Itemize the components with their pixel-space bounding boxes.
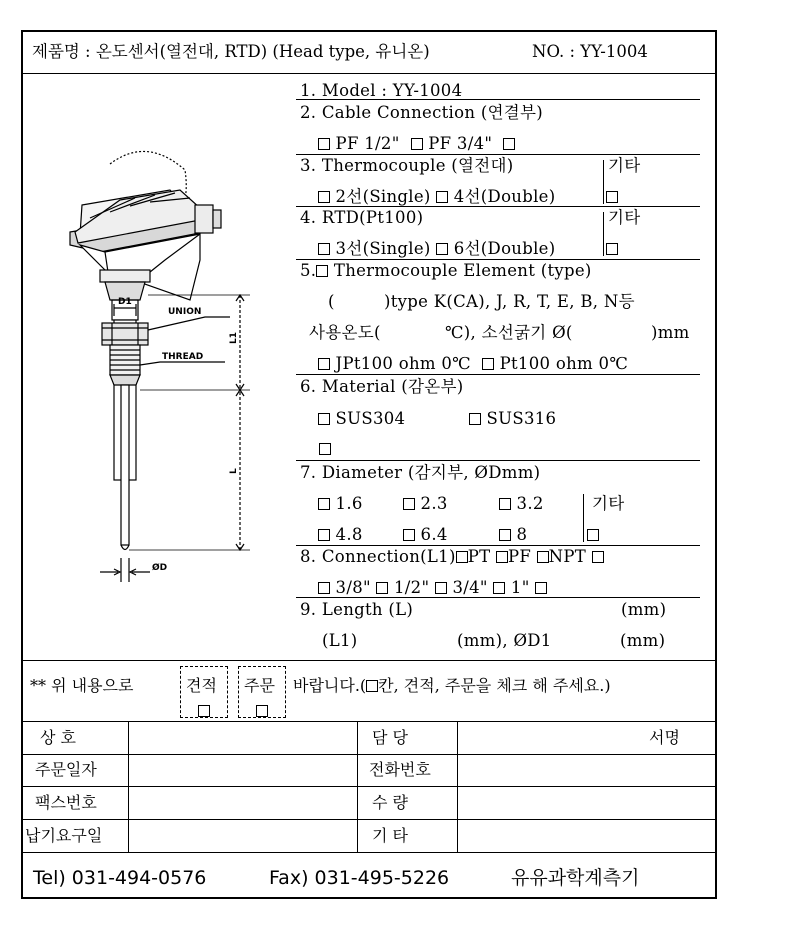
spec-element-title: 5. Thermocouple Element (type): [300, 261, 592, 280]
rtd-6wire-checkbox[interactable]: [436, 243, 448, 255]
diameter-row2-c: 8: [499, 526, 527, 544]
phone-field[interactable]: [459, 756, 715, 785]
spec-tc-title: 3. Thermocouple (열전대): [300, 156, 514, 175]
size-34-checkbox[interactable]: [435, 582, 447, 594]
rtd-other-bar: [603, 212, 604, 256]
spec-model: 1. Model : YY-1004: [300, 81, 463, 100]
header-divider: [21, 73, 717, 74]
request-divider: [21, 660, 717, 661]
size-12-checkbox[interactable]: [376, 582, 388, 594]
sus304-checkbox[interactable]: [318, 413, 330, 425]
label-etc: 기 타: [372, 826, 408, 845]
request-prefix: ** 위 내용으로: [30, 676, 134, 695]
cable-other-checkbox[interactable]: [503, 138, 515, 150]
spec-divider: [296, 460, 700, 461]
spec-rtd-title: 4. RTD(Pt100): [300, 208, 424, 227]
spec-divider: [296, 154, 700, 155]
table-line: [21, 852, 717, 853]
material-other-checkbox[interactable]: [319, 443, 331, 455]
element-type-b: )type K(CA), J, R, T, E, B, N등: [384, 292, 635, 311]
diameter-other-label: 기타: [592, 494, 625, 513]
spec-divider: [296, 374, 700, 375]
sus316-checkbox[interactable]: [469, 413, 481, 425]
conn-pt-checkbox[interactable]: [456, 551, 468, 563]
tc-other-label: 기타: [608, 156, 641, 175]
sensor-diagram: [40, 140, 270, 590]
conn-other-checkbox[interactable]: [592, 551, 604, 563]
size-1-checkbox[interactable]: [493, 582, 505, 594]
spec-divider: [296, 99, 700, 100]
material-opt2: SUS316: [469, 410, 556, 428]
quote-label: 견적: [186, 676, 217, 695]
table-line: [21, 786, 717, 787]
l-label: L: [229, 468, 239, 474]
thread-label: THREAD: [162, 352, 204, 362]
spec-length-title: 9. Length (L): [300, 600, 414, 619]
label-phone: 전화번호: [369, 760, 431, 779]
conn-npt-checkbox[interactable]: [537, 551, 549, 563]
order-date-field[interactable]: [130, 756, 356, 785]
footer-tel: Tel) 031-494-0576: [33, 867, 207, 889]
model-number: NO. : YY-1004: [532, 42, 648, 61]
due-date-field[interactable]: [130, 821, 356, 851]
diameter-row2-b: 6.4: [403, 526, 448, 544]
order-label: 주문: [244, 676, 275, 695]
label-due-date: 납기요구일: [25, 826, 103, 845]
material-opt1: SUS304: [318, 410, 405, 428]
etc-field[interactable]: [459, 821, 715, 851]
union-label: UNION: [168, 307, 202, 317]
rtd-options: 3선(Single) 6선(Double): [318, 240, 555, 258]
cable-pf12-checkbox[interactable]: [318, 138, 330, 150]
label-signature: 서명: [649, 728, 680, 747]
company-field[interactable]: [130, 723, 356, 753]
length-l1: (L1): [322, 631, 358, 650]
diameter-row2-a: 4.8: [318, 526, 363, 544]
rtd-other-label: 기타: [608, 208, 641, 227]
diameter-4.8-checkbox[interactable]: [318, 529, 330, 541]
quantity-field[interactable]: [459, 788, 715, 818]
spec-cable-options: PF 1/2" PF 3/4": [318, 135, 515, 153]
diameter-3.2-checkbox[interactable]: [499, 498, 511, 510]
tc-2wire-checkbox[interactable]: [318, 191, 330, 203]
fax-field[interactable]: [130, 788, 356, 818]
spec-divider: [296, 597, 700, 598]
jpt100-checkbox[interactable]: [318, 358, 330, 370]
length-unit: (mm): [621, 600, 667, 619]
l1-label: L1: [229, 332, 239, 344]
diameter-row1-c: 3.2: [499, 495, 544, 513]
label-fax: 팩스번호: [35, 793, 97, 812]
element-rtd-options: JPt100 ohm 0℃ Pt100 ohm 0℃: [318, 355, 628, 373]
element-temp-a: 사용온도(: [309, 323, 381, 342]
footer-company: 유유과학계측기: [511, 867, 640, 889]
tc-4wire-checkbox[interactable]: [436, 191, 448, 203]
table-col: [357, 721, 358, 852]
label-company: 상 호: [40, 728, 76, 747]
element-type-a: (: [328, 292, 335, 311]
spec-divider: [296, 206, 700, 207]
diameter-other-checkbox[interactable]: [587, 529, 599, 541]
tc-other-checkbox[interactable]: [606, 191, 618, 203]
spec-divider: [296, 259, 700, 260]
rtd-3wire-checkbox[interactable]: [318, 243, 330, 255]
element-temp-b: ℃), 소선굵기 Ø(: [445, 323, 573, 342]
footer-fax: Fax) 031-495-5226: [269, 867, 450, 889]
pt100-checkbox[interactable]: [482, 358, 494, 370]
rtd-other-checkbox[interactable]: [606, 243, 618, 255]
quote-checkbox[interactable]: [198, 705, 210, 717]
cable-pf34-checkbox[interactable]: [411, 138, 423, 150]
spec-material-title: 6. Material (감온부): [300, 377, 464, 396]
label-manager: 담 당: [372, 728, 408, 747]
diameter-other-bar: [583, 494, 584, 542]
table-line: [21, 819, 717, 820]
d1-label: D1: [118, 297, 132, 307]
table-line: [21, 721, 717, 722]
diameter-8-checkbox[interactable]: [499, 529, 511, 541]
product-title: 제품명 : 온도센서(열전대, RTD) (Head type, 유니온): [32, 42, 430, 61]
diameter-row1: 1.6: [318, 495, 363, 513]
element-checkbox[interactable]: [316, 265, 328, 277]
size-other-checkbox[interactable]: [535, 582, 547, 594]
tc-other-bar: [603, 160, 604, 204]
tc-options: 2선(Single) 4선(Double): [318, 188, 555, 206]
spec-divider: [296, 545, 700, 546]
length-l1-unit: (mm), ØD1: [457, 631, 552, 650]
manager-field[interactable]: [459, 723, 639, 753]
size-38-checkbox[interactable]: [318, 582, 330, 594]
diameter-row1-b: 2.3: [403, 495, 448, 513]
sample-checkbox: [366, 680, 378, 692]
element-temp-c: )mm: [651, 323, 690, 342]
connection-sizes: 3/8" 1/2" 3/4" 1": [318, 579, 547, 597]
diameter-2.3-checkbox[interactable]: [403, 498, 415, 510]
length-d1-unit: (mm): [620, 631, 666, 650]
table-col: [457, 721, 458, 852]
conn-pf-checkbox[interactable]: [496, 551, 508, 563]
request-suffix: 바랍니다.( 칸, 견적, 주문을 체크 해 주세요.): [293, 676, 611, 695]
spec-connection-title: 8. Connection(L1) PT PF NPT: [300, 548, 604, 566]
label-order-date: 주문일자: [35, 760, 97, 779]
od-label: ØD: [152, 563, 168, 573]
diameter-6.4-checkbox[interactable]: [403, 529, 415, 541]
spec-cable-title: 2. Cable Connection (연결부): [300, 103, 544, 122]
order-checkbox[interactable]: [256, 705, 268, 717]
table-line: [21, 754, 717, 755]
diameter-1.6-checkbox[interactable]: [318, 498, 330, 510]
table-col: [128, 721, 129, 852]
label-quantity: 수 량: [372, 793, 408, 812]
spec-diameter-title: 7. Diameter (감지부, ØDmm): [300, 463, 541, 482]
